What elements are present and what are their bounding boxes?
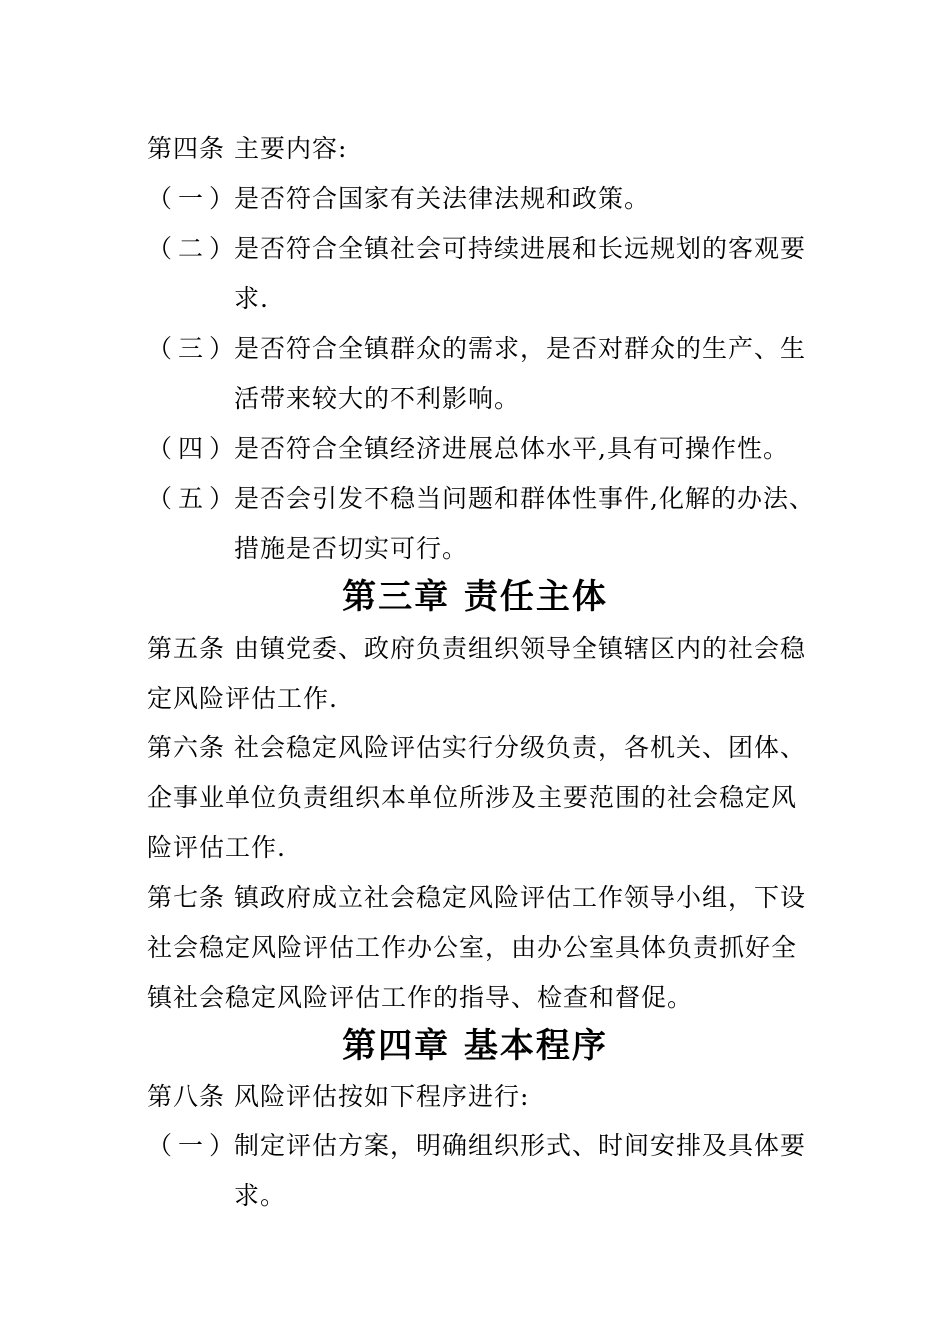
article-4-item-1-marker: （一） (147, 184, 241, 213)
article-6-line-3: 险评估工作. (147, 833, 286, 862)
article-4-item-2-marker: （二） (147, 234, 241, 263)
article-8-item-1-line-1: 制定评估方案，明确组织形式、时间安排及具体要 (234, 1131, 807, 1160)
article-4-item-4-marker: （四） (147, 434, 241, 463)
article-4-item-3-marker: （三） (147, 334, 241, 363)
article-4-item-5-line-1: 是否会引发不稳当问题和群体性事件,化解的办法、 (234, 484, 815, 513)
article-8-item-1-marker: （一） (147, 1131, 241, 1160)
article-5-line-2: 定风险评估工作. (147, 684, 338, 713)
article-6-line-1: 第六条 社会稳定风险评估实行分级负责，各机关、团体、 (147, 733, 806, 762)
article-4-item-2-line-1: 是否符合全镇社会可持续进展和长远规划的客观要 (234, 234, 807, 263)
article-7-line-3: 镇社会稳定风险评估工作的指导、检查和督促。 (147, 983, 694, 1012)
article-4-item-1-line-1: 是否符合国家有关法律法规和政策。 (234, 184, 651, 213)
article-5-line-1: 第五条 由镇党委、政府负责组织领导全镇辖区内的社会稳 (147, 634, 806, 663)
article-4-item-2-line-2: 求. (234, 284, 269, 313)
article-4-item-5-line-2: 措施是否切实可行。 (234, 534, 469, 563)
article-8-heading: 第八条 风险评估按如下程序进行: (147, 1082, 530, 1111)
article-4-heading: 第四条 主要内容: (147, 134, 348, 163)
article-4-item-5-marker: （五） (147, 484, 241, 513)
chapter-3-title: 第三章 责任主体 (342, 577, 608, 617)
article-4-item-4-line-1: 是否符合全镇经济进展总体水平,具有可操作性。 (234, 434, 789, 463)
article-4-item-3-line-1: 是否符合全镇群众的需求，是否对群众的生产、生 (234, 334, 807, 363)
article-7-line-2: 社会稳定风险评估工作办公室，由办公室具体负责抓好全 (147, 933, 798, 962)
article-8-item-1-line-2: 求。 (234, 1181, 287, 1210)
article-7-line-1: 第七条 镇政府成立社会稳定风险评估工作领导小组，下设 (147, 883, 806, 912)
article-4-item-3-line-2: 活带来较大的不利影响。 (234, 384, 521, 413)
article-6-line-2: 企事业单位负责组织本单位所涉及主要范围的社会稳定风 (147, 783, 798, 812)
chapter-4-title: 第四章 基本程序 (342, 1026, 608, 1066)
